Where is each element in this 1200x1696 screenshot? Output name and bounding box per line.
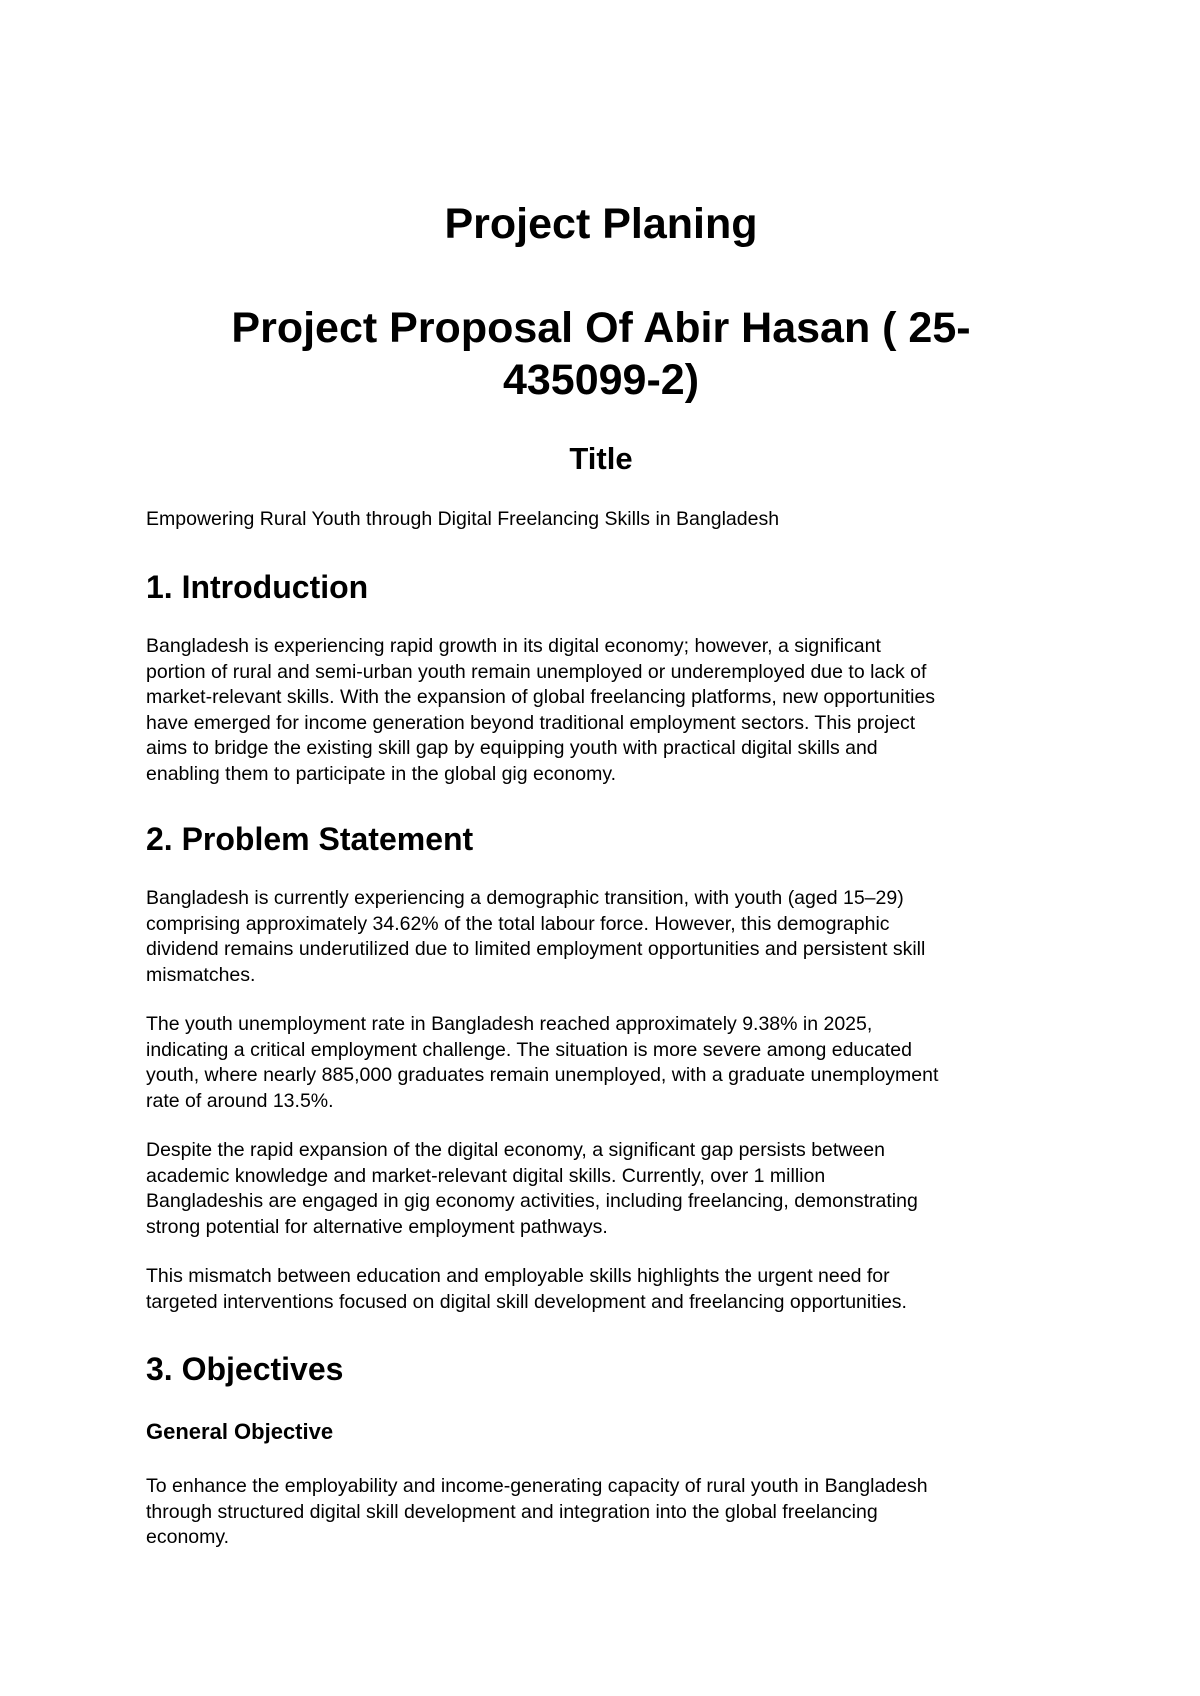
text-line: targeted interventions focused on digital skill development and freelancing opportunities. — [146, 1290, 907, 1313]
introduction-heading: 1. Introduction — [146, 569, 369, 605]
text-line: enabling them to participate in the global gig economy. — [146, 762, 617, 785]
text-line: aims to bridge the existing skill gap by equipping youth with practical digital skills and — [146, 737, 878, 759]
problem-paragraph-2 — [146, 1012, 1056, 1114]
text-line: market-relevant skills. With the expansion of global freelancing platforms, new opportunities — [146, 686, 936, 708]
text-line: comprising approximately 34.62% of the total labour force. However, this demographic — [146, 912, 890, 935]
text-line: The youth unemployment rate in Bangladesh reached approximately 9.38% in 2025, — [146, 1013, 873, 1035]
text-line: This mismatch between education and employable skills highlights the urgent need for — [146, 1265, 890, 1287]
text-line: mismatches. — [146, 963, 256, 986]
text-line: rate of around 13.5%. — [146, 1089, 334, 1112]
project-title-text: Empowering Rural Youth through Digital Freelancing Skills in Bangladesh — [146, 508, 780, 530]
introduction-paragraph — [146, 634, 1056, 787]
title-label: Title — [569, 441, 633, 476]
proposal-title — [146, 302, 1056, 406]
text-line: Despite the rapid expansion of the digital economy, a significant gap persists between — [146, 1139, 885, 1161]
problem-paragraph-4 — [146, 1264, 1056, 1315]
general-objective-heading: General Objective — [146, 1419, 334, 1444]
page-title: Project Planing — [444, 200, 758, 248]
text-line: dividend remains underutilized due to limited employment opportunities and persistent skill — [146, 938, 926, 960]
text-line: have emerged for income generation beyond traditional employment sectors. This project — [146, 711, 916, 734]
text-line: Bangladesh is currently experiencing a demographic transition, with youth (aged 15–29) — [146, 887, 904, 909]
proposal-title-line-1: Project Proposal Of Abir Hasan ( 25- — [231, 304, 971, 352]
text-line: strong potential for alternative employment pathways. — [146, 1215, 608, 1238]
text-line: To enhance the employability and income-generating capacity of rural youth in Bangladesh — [146, 1475, 928, 1497]
text-line: indicating a critical employment challenge. The situation is more severe among educated — [146, 1038, 912, 1061]
text-line: portion of rural and semi-urban youth remain unemployed or underemployed due to lack of — [146, 660, 927, 683]
proposal-title-line-2: 435099-2) — [502, 356, 700, 404]
text-line: Bangladeshis are engaged in gig economy activities, including freelancing, demonstrating — [146, 1190, 918, 1212]
general-objective-paragraph — [146, 1474, 1056, 1551]
text-line: youth, where nearly 885,000 graduates remain unemployed, with a graduate unemployment — [146, 1064, 939, 1086]
text-line: Bangladesh is experiencing rapid growth in its digital economy; however, a significant — [146, 635, 881, 657]
objectives-heading: 3. Objectives — [146, 1351, 344, 1387]
text-line: economy. — [146, 1526, 230, 1548]
problem-paragraph-1 — [146, 886, 1056, 988]
problem-paragraph-3 — [146, 1138, 1056, 1240]
text-line: through structured digital skill development and integration into the global freelancing — [146, 1500, 878, 1523]
text-line: academic knowledge and market-relevant digital skills. Currently, over 1 million — [146, 1164, 826, 1187]
problem-statement-heading: 2. Problem Statement — [146, 821, 474, 857]
